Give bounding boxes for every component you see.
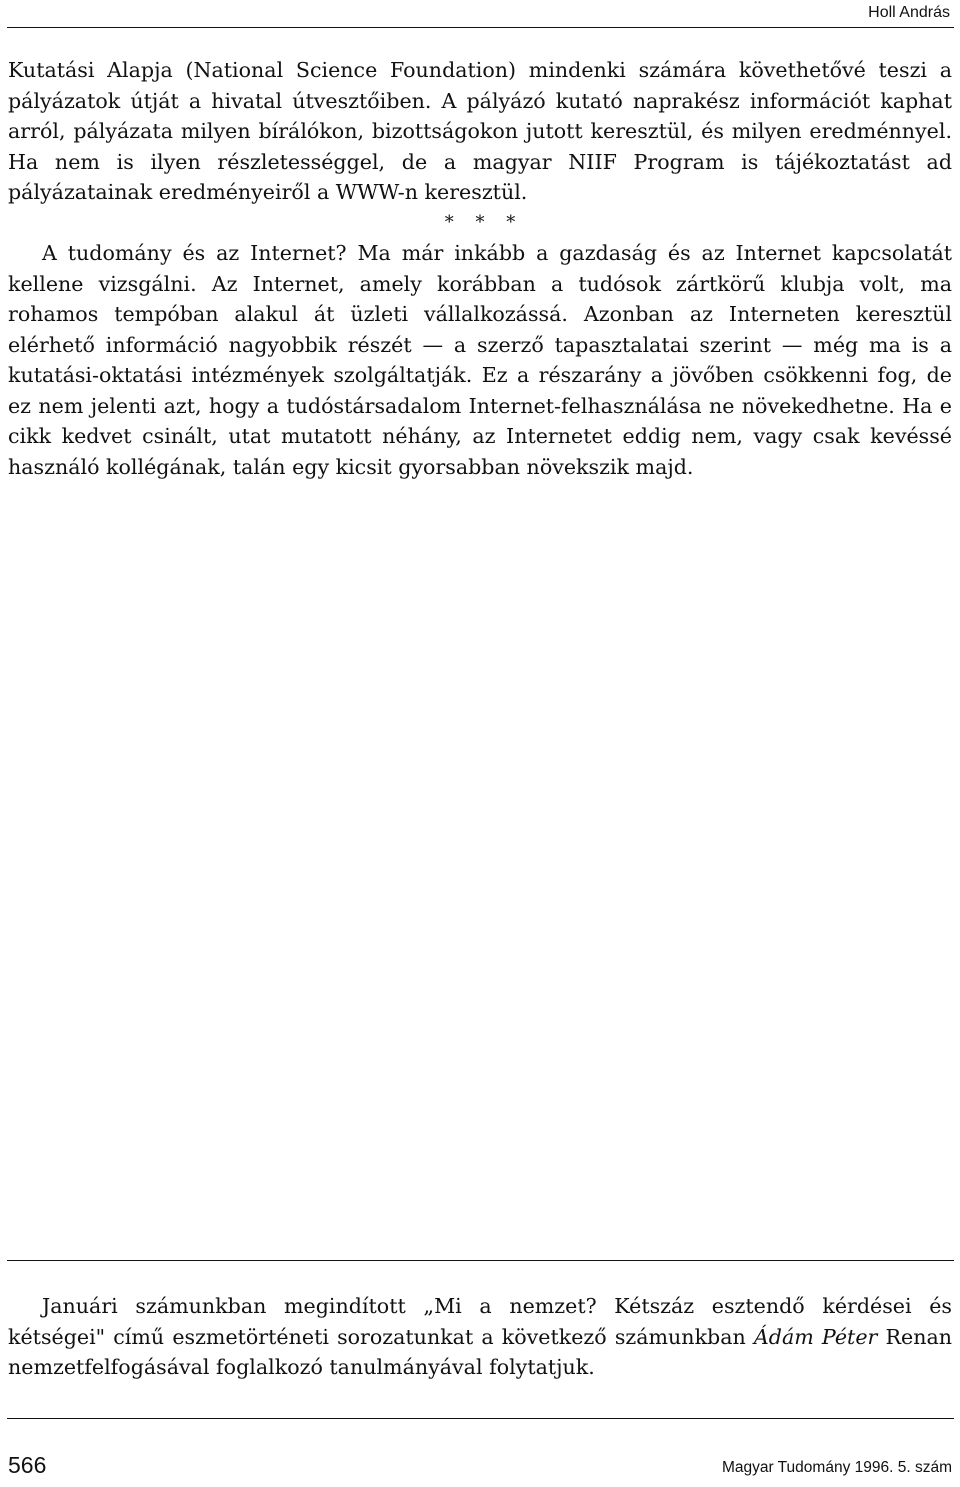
section-separator: * * * (444, 211, 524, 233)
footnote-text-before: Januári számunkban megindított „Mi a nemzet? Kétszáz esztendő kérdései és kétségei" című eszmetörténeti sorozatunkat a következő számunkban (8, 1294, 952, 1349)
footnote-text-after: Renan nemzetfelfogásával foglalkozó tanulmányával folytatjuk. (8, 1324, 952, 1379)
header-rule (7, 27, 954, 28)
body-paragraph-2: A tudomány és az Internet? Ma már inkább a gazdaság és az Internet kapcsolatát kellene vizsgálni. Az Internet, amely korábban a tudósok zártkörű klubja volt, ma rohamos tempóban alakul át üzleti vállalkozássá. Azonban az Interneten keresztül elérhető információ nagyobbik részét — a szerző tapasztalatai szerint — még ma is a kutatási-oktatási intézmények szolgáltatják. Ez a részarány a jövőben csökkenni fog, de ez nem jelenti azt, hogy a tudóstársadalom Internet-felhasználása ne növekedhetne. Ha e cikk kedvet csinált, utat mutatott néhány, az Internetet eddig nem, vagy csak kevéssé használó kollégának, talán egy kicsit gyorsabban növekszik majd. (8, 241, 952, 479)
footnote (8, 1291, 952, 1383)
page-number: 566 (8, 1452, 47, 1478)
footer-rule (7, 1418, 954, 1419)
footnote-author-italic: Ádám Péter (753, 1324, 878, 1349)
footnote-rule (7, 1260, 954, 1261)
article-body (8, 55, 952, 482)
footer-journal-issue: Magyar Tudomány 1996. 5. szám (721, 1459, 952, 1476)
running-header-author: Holl András (868, 4, 950, 21)
body-paragraph-1: Kutatási Alapja (National Science Foundation) mindenki számára követhetővé teszi a pályázatok útját a hivatal útvesztőiben. A pályázó kutató naprakész információt kaphat arról, pályázata milyen bírálókon, bizottságokon jutott keresztül, és milyen eredménnyel. Ha nem is ilyen részletességgel, de a magyar NIIF Program is tájékoztatást ad pályázatainak eredményeiről a WWW-n keresztül. (8, 58, 952, 204)
